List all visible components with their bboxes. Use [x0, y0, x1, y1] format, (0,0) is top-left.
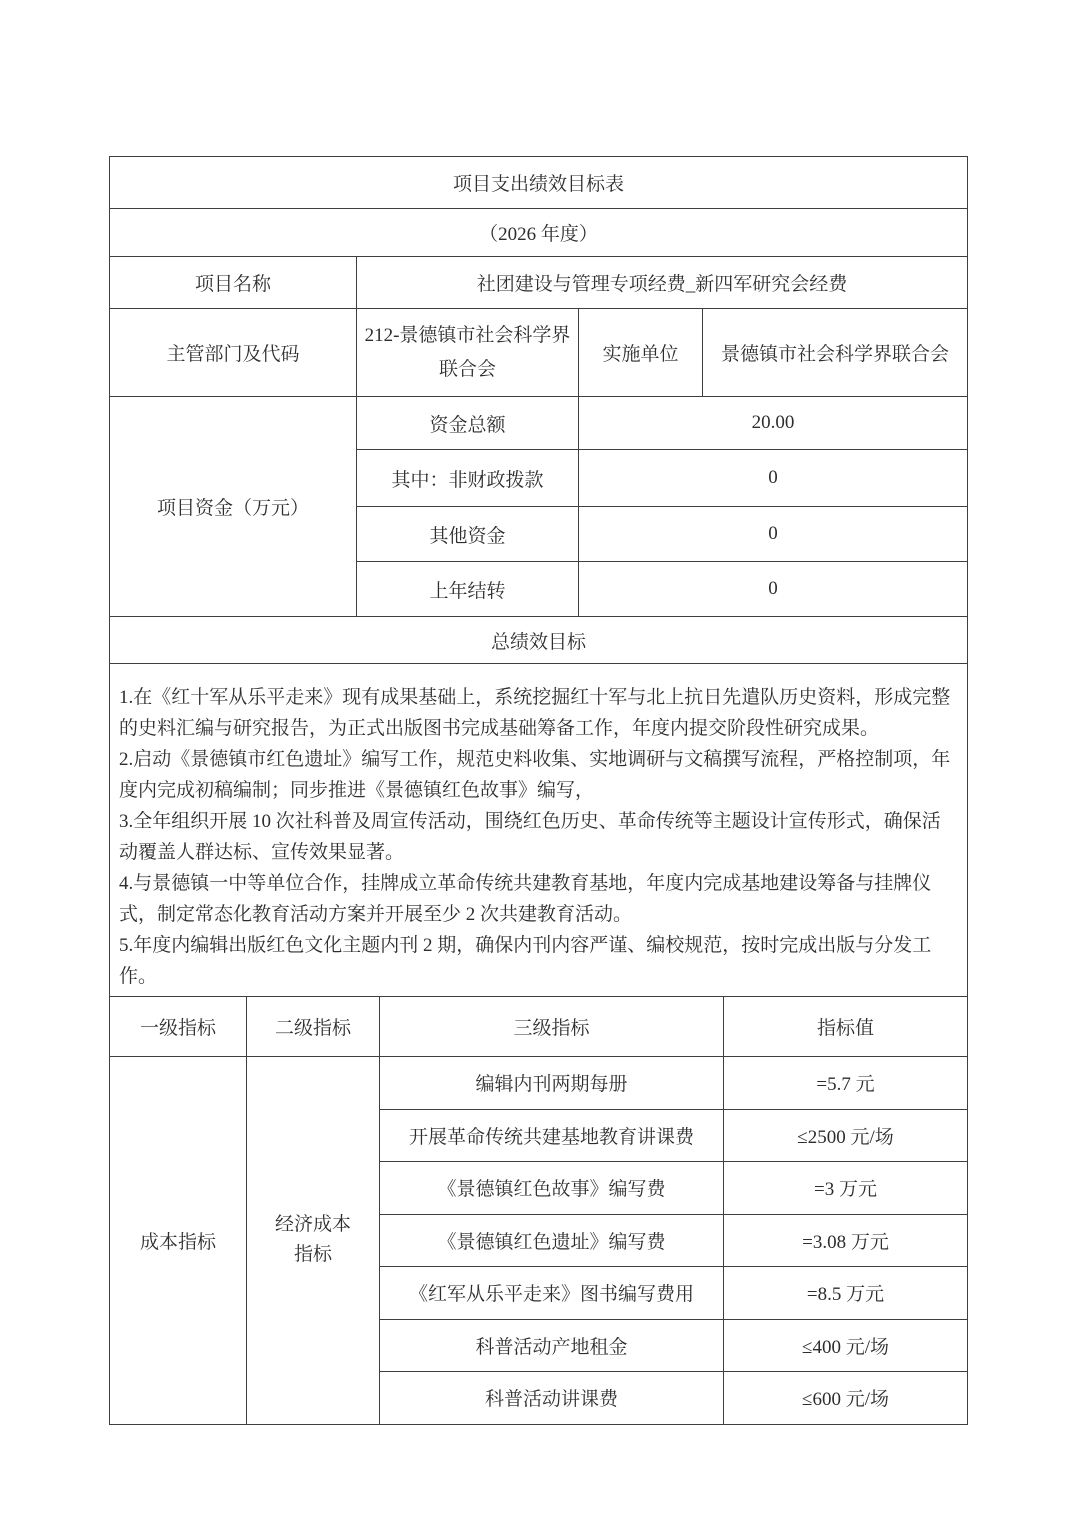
fund-label: 其中：非财政拨款 — [357, 450, 579, 507]
indicator-header-row — [110, 996, 968, 1056]
fund-value: 0 — [579, 450, 968, 507]
indicator-name: 《红军从乐平走来》图书编写费用 — [380, 1266, 724, 1319]
level2-indicator-text: 经济成本指标 — [274, 1214, 351, 1265]
fund-value: 20.00 — [579, 397, 968, 450]
fund-section-label: 项目资金（万元） — [110, 397, 357, 617]
indicator-name: 《景德镇红色遗址》编写费 — [380, 1214, 724, 1266]
goal-item: 5.年度内编辑出版红色文化主题内刊 2 期，确保内刊内容严谨、编校规范，按时完成出版与分发工作。 — [119, 935, 932, 987]
goal-item: 4.与景德镇一中等单位合作，挂牌成立革命传统共建教育基地，年度内完成基地建设筹备与挂牌仪式，制定常态化教育活动方案并开展至少 2 次共建教育活动。 — [119, 873, 932, 925]
fund-value: 0 — [579, 507, 968, 562]
performance-target-document — [109, 156, 967, 1425]
fund-label: 资金总额 — [357, 397, 579, 450]
fund-label: 上年结转 — [357, 562, 579, 617]
indicator-value: ≤600 元/场 — [724, 1371, 968, 1424]
level1-indicator-cell: 成本指标 — [110, 1056, 247, 1424]
department-row — [110, 309, 968, 397]
indicator-value: ≤2500 元/场 — [724, 1109, 968, 1161]
impl-unit-value: 景德镇市社会科学界联合会 — [703, 309, 968, 397]
year-row — [110, 209, 968, 257]
fund-label: 其他资金 — [357, 507, 579, 562]
goal-item: 2.启动《景德镇市红色遗址》编写工作，规范史料收集、实地调研与文稿撰写流程，严格控制项，年度内完成初稿编制；同步推进《景德镇红色故事》编写， — [119, 749, 951, 801]
overall-goal-text — [110, 664, 968, 997]
indicator-row — [110, 1056, 968, 1109]
level2-indicator-cell — [247, 1056, 380, 1424]
indicator-name: 科普活动讲课费 — [380, 1371, 724, 1424]
indicator-value: =5.7 元 — [724, 1056, 968, 1109]
overall-goal-text-row — [110, 664, 968, 997]
header-level3: 三级指标 — [380, 996, 724, 1056]
document-title: 项目支出绩效目标表 — [110, 157, 968, 209]
project-name-label: 项目名称 — [110, 257, 357, 309]
indicator-value: ≤400 元/场 — [724, 1319, 968, 1371]
dept-code-label: 主管部门及代码 — [110, 309, 357, 397]
header-level1: 一级指标 — [110, 996, 247, 1056]
dept-code-value: 212-景德镇市社会科学界联合会 — [357, 309, 579, 397]
goal-item: 3.全年组织开展 10 次社科普及周宣传活动，围绕红色历史、革命传统等主题设计宣传形式，确保活动覆盖人群达标、宣传效果显著。 — [119, 811, 941, 863]
goal-item: 1.在《红十军从乐平走来》现有成果基础上，系统挖掘红十军与北上抗日先遣队历史资料，形成完整的史料汇编与研究报告，为正式出版图书完成基础筹备工作，年度内提交阶段性研究成果。 — [119, 687, 951, 739]
indicator-name: 编辑内刊两期每册 — [380, 1056, 724, 1109]
fund-row — [110, 397, 968, 450]
indicator-value: =3.08 万元 — [724, 1214, 968, 1266]
project-info-table — [109, 156, 968, 997]
header-value: 指标值 — [724, 996, 968, 1056]
fund-value: 0 — [579, 562, 968, 617]
indicator-value: =8.5 万元 — [724, 1266, 968, 1319]
indicator-value: =3 万元 — [724, 1161, 968, 1214]
project-name-value: 社团建设与管理专项经费_新四军研究会经费 — [357, 257, 968, 309]
overall-goal-header-row — [110, 617, 968, 664]
fiscal-year: （2026 年度） — [110, 209, 968, 257]
overall-goal-header: 总绩效目标 — [110, 617, 968, 664]
title-row — [110, 157, 968, 209]
indicator-name: 开展革命传统共建基地教育讲课费 — [380, 1109, 724, 1161]
project-name-row — [110, 257, 968, 309]
indicator-name: 《景德镇红色故事》编写费 — [380, 1161, 724, 1214]
indicator-table — [109, 996, 968, 1425]
indicator-name: 科普活动产地租金 — [380, 1319, 724, 1371]
header-level2: 二级指标 — [247, 996, 380, 1056]
impl-unit-label: 实施单位 — [579, 309, 703, 397]
